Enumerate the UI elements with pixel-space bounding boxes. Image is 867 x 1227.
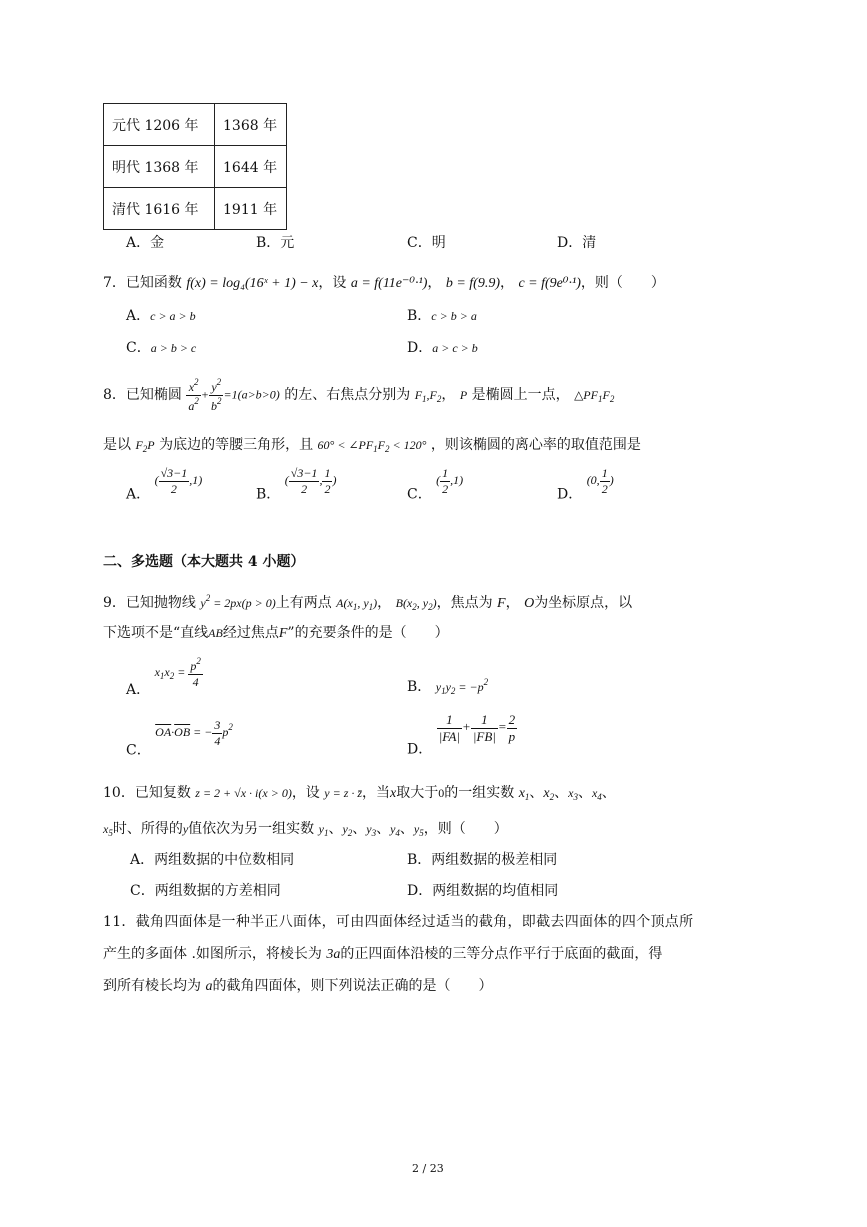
question-11-line1: 11．截角四面体是一种半正八面体，可由四面体经过适当的截角，即截去四面体的四个顶点所 [103, 914, 694, 930]
q9-option-c: C． $\overline{OA}\cdot\overline{OB}$ = − $\frac{3}{4}$ $p^2$ [126, 718, 233, 759]
q8-angle-condition: $60^\circ < \angle PF_1F_2 < 120^\circ$ [317, 438, 427, 454]
question-10-line2: $x_5$时、所得的y值依次为另一组实数 $y_1$、$y_2$、$y_3$、$y_4$、$y_5$，则（ ） [103, 821, 508, 838]
question-8-line2: 是以 $F_2P$ 为底边的等腰三角形，且 $60^\circ < \angle PF_1F_2 < 120^\circ$ ，则该椭圆的离心率的取值范围是 [103, 437, 641, 454]
table-row [104, 104, 287, 146]
q7-option-c: C．a > b > c [126, 340, 197, 356]
table-cell: 1644 年 [215, 146, 287, 188]
q6-option-c: C．明 [407, 235, 446, 251]
question-11-line2: 产生的多面体 .如图所示，将棱长为 3a的正四面体沿棱的三等分点作平行于底面的截面，得 [103, 946, 663, 962]
q9-option-b: B． $y_1y_2 = -p^2$ [407, 677, 489, 696]
question-7-stem: 7．已知函数 f(x) = log₄(16ˣ + 1) − x，设 a = f(11e⁻⁰·¹)， b = f(9.9)， c = f(9e⁰·¹)，则（ ） [103, 275, 665, 291]
q9-option-a: A． $x_1x_2$ = $\frac{p^2}{4}$ [126, 656, 201, 698]
q10-option-c: C．两组数据的方差相同 [130, 883, 281, 899]
q7-c: c = f(9e⁰·¹) [518, 276, 581, 291]
table-cell: 元代 1206 年 [104, 104, 215, 146]
q10-option-a: A．两组数据的中位数相同 [130, 852, 295, 868]
question-8-stem: 8．已知椭圆 $\frac{x^2}{a^2}$ + $\frac{y^2}{b^2}$ =1(a>b>0) 的左、右焦点分别为 $F_1,F_2$， P 是椭圆上一点， $\triangle PF_1F_2$ [103, 376, 615, 413]
q10-option-d: D．两组数据的均值相同 [407, 883, 559, 899]
table-cell: 1368 年 [215, 104, 287, 146]
page-number: 2 / 23 [412, 1162, 444, 1175]
q7-a: a = f(11e⁻⁰·¹) [350, 276, 428, 291]
question-9-stem: 9．已知抛物线 $y^2 = 2px(p > 0)$上有两点 $A(x_1$, $y_1$)， $B(x_2$, $y_2$)，焦点为 F， O为坐标原点，以 [103, 593, 633, 612]
question-9-line2: 下选项不是“直线AB经过焦点F”的充要条件的是（ ） [103, 625, 449, 641]
question-10-stem: 10．已知复数 z = 2 + √x · i(x > 0)，设 y = z · z̄，当x取大于0的一组实数 $x_1$、$x_2$、$x_3$、$x_4$、 [103, 785, 616, 802]
dynasty-table [103, 103, 287, 230]
q8-option-c: C． ( $\frac{1}{2}$ ,1) [407, 466, 464, 503]
q8-option-d: D． (0, $\frac{1}{2}$ ) [557, 466, 614, 503]
table-cell: 1911 年 [215, 188, 287, 230]
q7-option-b: B．c > b > a [407, 308, 477, 324]
table-cell: 清代 1616 年 [104, 188, 215, 230]
q8-ellipse-equation: $\frac{x^2}{a^2}$ + $\frac{y^2}{b^2}$ =1(a>b>0) [188, 376, 280, 413]
q10-option-b: B．两组数据的极差相同 [407, 852, 558, 868]
q7-option-a: A．c > a > b [126, 308, 196, 324]
q7-option-d: D．a > c > b [407, 340, 478, 356]
q8-option-b: B． ( $\frac{√3-1}{2}$ , $\frac{1}{2}$ ) [256, 466, 337, 503]
q7-b: b = f(9.9) [445, 276, 501, 291]
table-row [104, 146, 287, 188]
q7-function: f(x) = log₄(16ˣ + 1) − x [186, 276, 319, 291]
q9-option-d: D． $\frac{1}{|FA|}$ + $\frac{1}{|FB|}$ = $\frac{2}{p}$ [407, 712, 516, 758]
table-cell: 明代 1368 年 [104, 146, 215, 188]
question-11-line3: 到所有棱长均为 a的截角四面体，则下列说法正确的是（ ） [103, 978, 493, 994]
q6-option-a: A．金 [126, 235, 165, 251]
q6-option-b: B．元 [256, 235, 295, 251]
q6-option-d: D．清 [557, 235, 597, 251]
q8-option-a: A． ( $\frac{√3-1}{2}$ ,1) [126, 466, 203, 503]
table-row [104, 188, 287, 230]
section-title: 二、多选题（本大题共 4 小题） [103, 554, 305, 570]
